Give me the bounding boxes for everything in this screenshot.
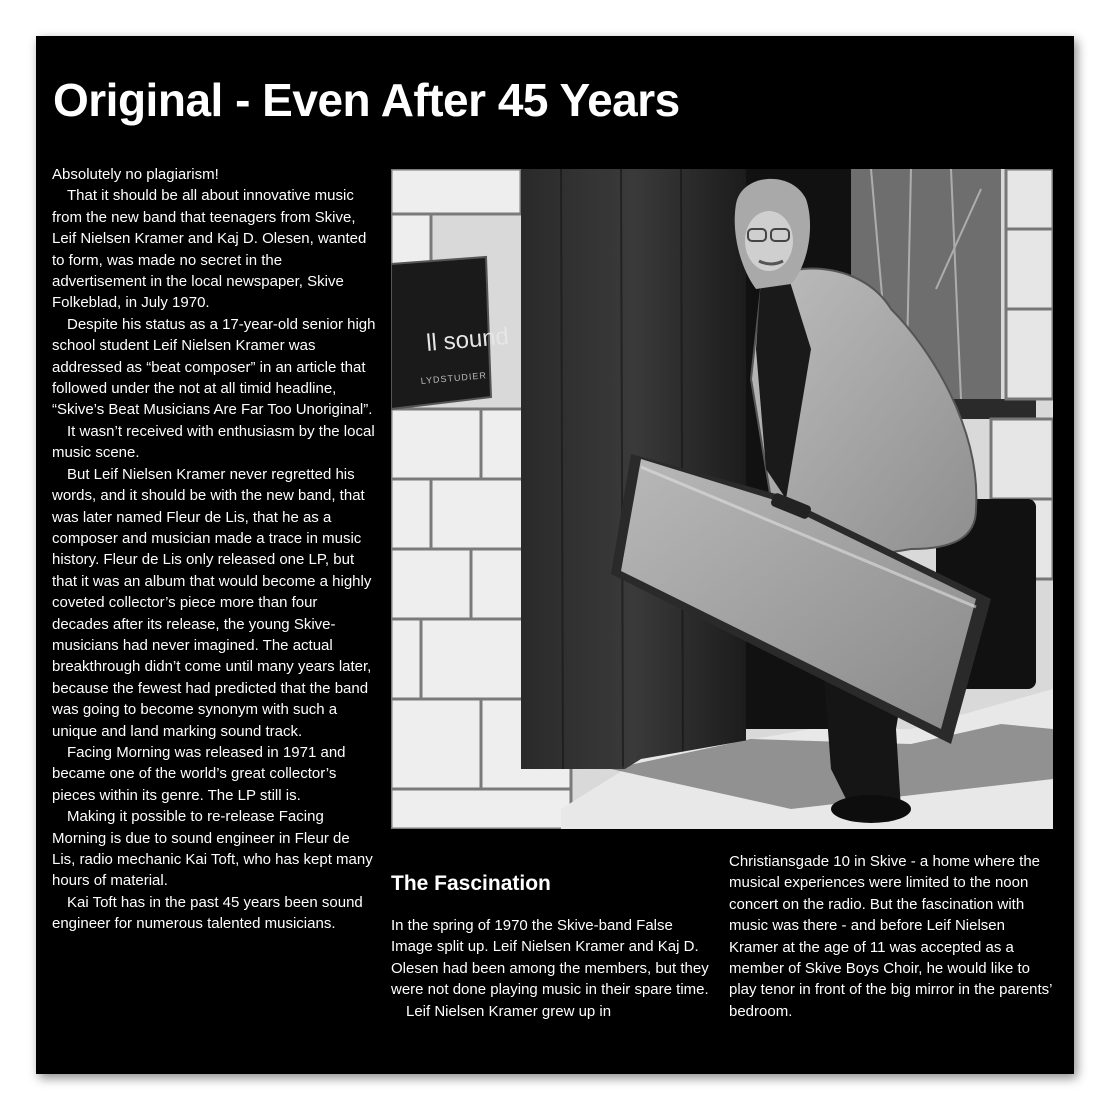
fascination-right-column xyxy=(729,851,1054,1022)
sign-text: ll sound xyxy=(425,322,510,357)
paragraph: Christiansgade 10 in Skive - a home where the musical experiences were limited to the noon concert on the radio. But the fascination with music was there - and before Leif Nielsen Kramer at the age of 11 was accepted as a member of Skive Boys Choir, he would like to play tenor in front of the big mirror in the parents’ bedroom. xyxy=(729,853,1052,1020)
paragraph: That it should be all about innovative music from the new band that teenagers from Skive, Leif Nielsen Kramer and Kaj D. Olesen, wanted to form, was made no secret in the advertisement in the local newspaper, Skive Folkeblad, in July 1970. xyxy=(52,187,367,312)
paragraph: In the spring of 1970 the Skive-band False Image split up. Leif Nielsen Kramer and Kaj D. Olesen had been among the members, but they were not done playing music in their spare time. xyxy=(391,917,709,999)
page xyxy=(36,36,1074,1074)
paragraph: It wasn’t received with enthusiasm by the local music scene. xyxy=(52,422,375,462)
paragraph: Despite his status as a 17-year-old senior high school student Leif Nielsen Kramer was addressed as “beat composer” in an article that followed under the not at all timid headline, “Skive’s Beat Musicians Are Far Too Unoriginal”. xyxy=(52,315,376,419)
paragraph: Absolutely no plagiarism! xyxy=(52,166,219,183)
photo-musician-with-guitar-case xyxy=(391,169,1053,829)
paragraph: Leif Nielsen Kramer grew up in xyxy=(406,1002,612,1020)
paragraph: But Leif Nielsen Kramer never regretted his words, and it should be with the new band, that was later named Fleur de Lis, that he as a composer and musician made a trace in music history. Fleur de Lis only released one LP, but that it was an album that would become a highly coveted collector’s piece more than four decades after its release, the young Skive-musicians had never imagined. The actual breakthrough didn’t come until many years later, because the fewest had predicted that the band was going to become synonym with such a unique and land marking sound track. xyxy=(52,465,372,740)
sign-subtext: LYDSTUDIER xyxy=(420,370,488,386)
paragraph: Facing Morning was released in 1971 and became one of the world’s great collector’s pieces within its genre. The LP still is. xyxy=(52,743,346,804)
paragraph: Kai Toft has in the past 45 years been sound engineer for numerous talented musicians. xyxy=(52,893,363,933)
section-heading: The Fascination xyxy=(391,872,551,895)
page-title: Original - Even After 45 Years xyxy=(53,74,680,126)
article-left-column xyxy=(52,164,376,935)
paragraph: Making it possible to re-release Facing Morning is due to sound engineer in Fleur de Lis, radio mechanic Kai Toft, who has kept many hours of material. xyxy=(52,808,373,890)
fascination-middle-column xyxy=(391,871,709,1022)
